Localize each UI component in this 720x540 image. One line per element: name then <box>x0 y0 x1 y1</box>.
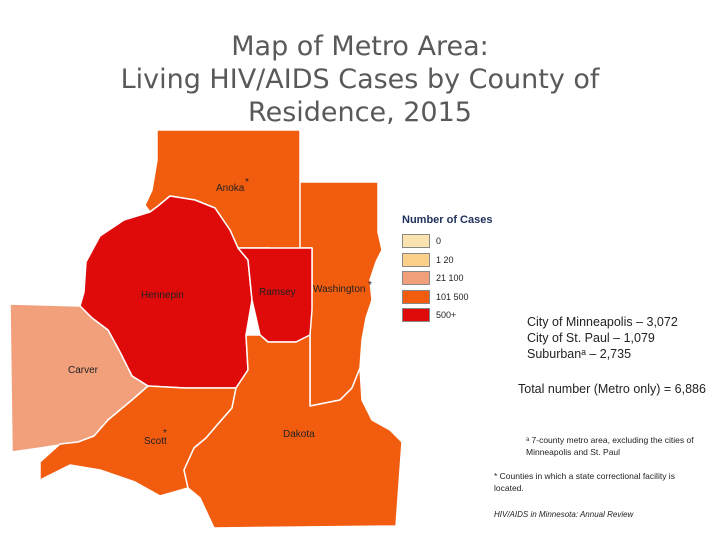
legend-item <box>402 306 492 325</box>
stat-minneapolis: City of Minneapolis – 3,072 <box>527 315 678 329</box>
legend-item <box>402 251 492 270</box>
legend-swatch <box>402 308 430 322</box>
star-scott: * <box>163 428 167 439</box>
legend-label: 21 100 <box>436 273 464 284</box>
stat-suburban: Suburbanᵃ – 2,735 <box>527 347 632 361</box>
legend-label: 1 20 <box>436 254 454 265</box>
title-line-2: Living HIV/AIDS Cases by County of <box>120 64 600 95</box>
label-carver: Carver <box>68 365 99 376</box>
legend-item <box>402 288 492 307</box>
city-case-counts <box>527 314 678 362</box>
footnote-suburban: ᵃ 7-county metro area, excluding the cities of Minneapolis and St. Paul <box>526 435 694 457</box>
map-legend <box>402 214 492 325</box>
label-anoka: Anoka <box>216 183 245 194</box>
title-line-3: Residence, 2015 <box>248 97 472 128</box>
legend-swatch <box>402 290 430 304</box>
legend-item <box>402 269 492 288</box>
legend-swatch <box>402 271 430 285</box>
legend-label: 0 <box>436 236 442 247</box>
legend-swatch <box>402 234 430 248</box>
star-anoka: * <box>245 177 249 188</box>
legend-label: 500+ <box>436 310 457 321</box>
title-line-1: Map of Metro Area: <box>231 31 489 62</box>
metro-total: Total number (Metro only) = 6,886 <box>518 382 706 396</box>
footnote-correctional: * Counties in which a state correctional facility is located. <box>494 471 675 493</box>
label-dakota: Dakota <box>283 429 315 440</box>
source-citation: HIV/AIDS in Minnesota: Annual Review <box>494 510 634 519</box>
legend-title: Number of Cases <box>402 214 493 226</box>
legend-label: 101 500 <box>436 291 469 302</box>
label-washington: Washington <box>313 284 366 295</box>
stat-st-paul: City of St. Paul – 1,079 <box>527 331 655 345</box>
legend-item <box>402 232 492 251</box>
label-scott: Scott <box>144 436 167 447</box>
star-washington: * <box>368 280 372 291</box>
label-hennepin: Hennepin <box>141 290 184 301</box>
label-ramsey: Ramsey <box>259 287 296 298</box>
legend-swatch <box>402 253 430 267</box>
